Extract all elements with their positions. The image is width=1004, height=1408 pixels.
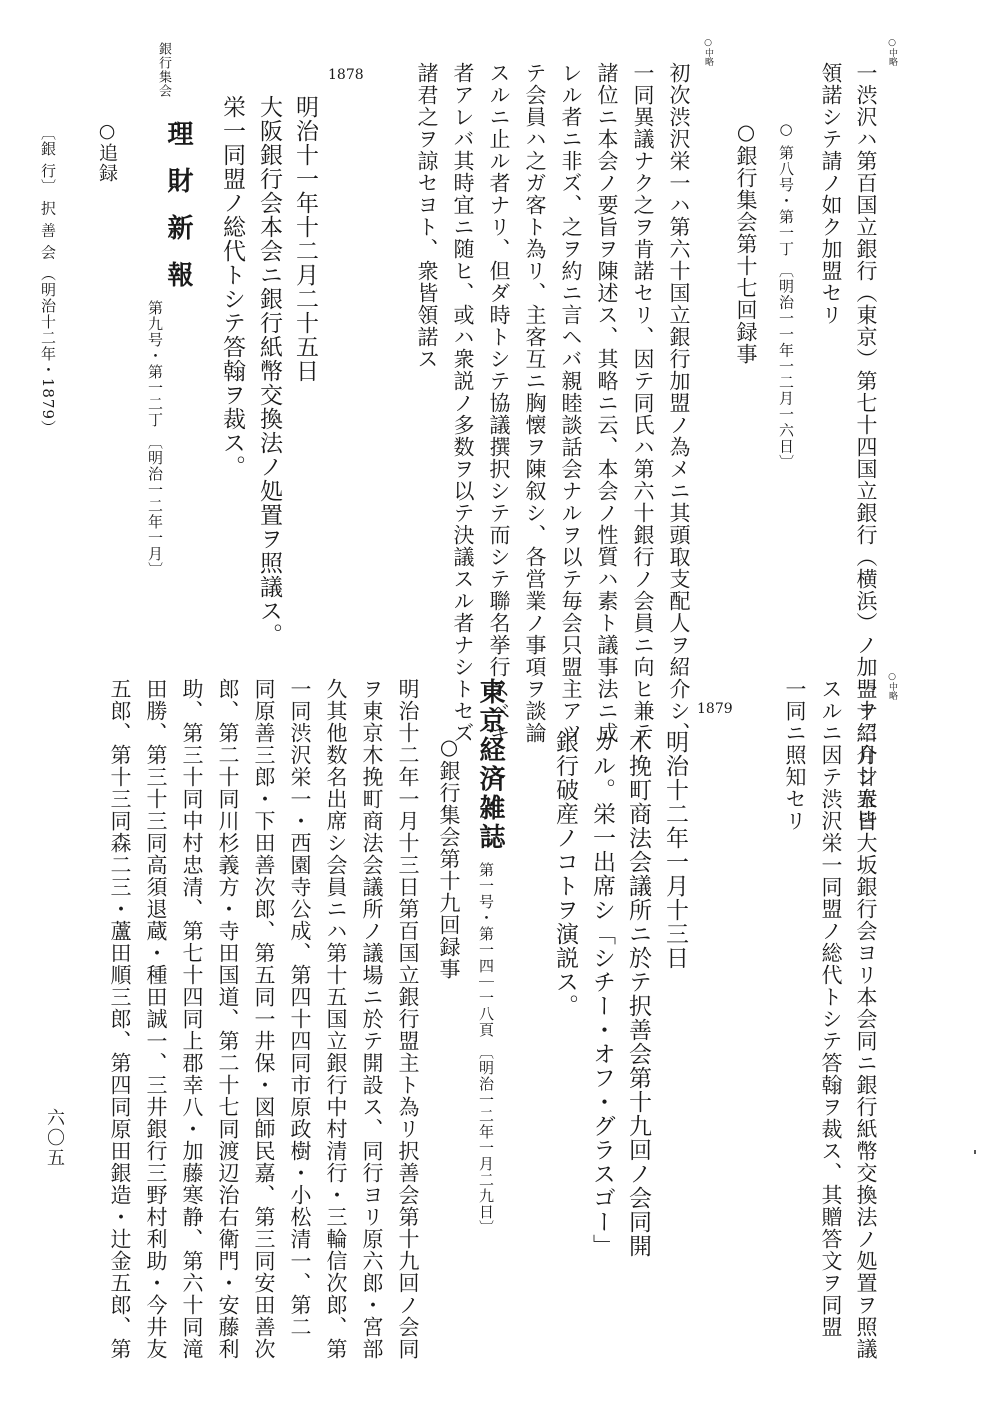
body-line: スルニ止ル者ナリ、但ダ時トシテ協議撰択シテ而シテ聯名挙行スベキ <box>487 62 511 744</box>
scan-speck <box>974 1150 976 1154</box>
body-line: 郎、第二十同川杉義方・寺田国道、第二十七同渡辺治右衛門・安藤利 <box>216 678 240 1360</box>
section-heading: ○銀行集会第十九回録事 <box>437 735 461 980</box>
body-line: 者アレバ其時宜ニ随ヒ、或ハ衆説ノ多数ヲ以テ決議スル者ナシトセズ <box>451 62 475 744</box>
section-heading: ○銀行集会第十七回録事 <box>734 120 758 365</box>
body-line: 諸位ニ本会ノ要旨ヲ陳述ス、其略ニ云、本会ノ性質ハ素ト議事法ニ成 <box>595 62 619 744</box>
body-line: 明治十二年一月十三日第百国立銀行盟主ト為リ択善会第十九回ノ会同 <box>396 678 420 1360</box>
body-line: ヲ東京木挽町商法会議所ノ議場ニ於テ開設ス、同行ヨリ原六郎・宮部 <box>360 678 384 1360</box>
body-line: テ会員ハ之ガ客ト為リ、主客互ニ胸懐ヲ陳叙シ、各営業ノ事項ヲ談論 <box>523 62 547 744</box>
source-reference: ○ 第八号・第一丁 〔明治一一年一二月一六日〕 <box>777 120 795 471</box>
body-line: 久其他数名出席シ会員ニハ第十五国立銀行中村清行・三輪信次郎、第 <box>324 678 348 1360</box>
year-marker: 1878 <box>328 67 364 83</box>
year-marker: 1879 <box>697 701 733 717</box>
entry-date: 明治十二年一月十三日 <box>662 730 688 970</box>
entry-text: カル。栄一出席シ「シチー・オフ・グラスゴー」 <box>589 730 615 1258</box>
text-line: 一同ニ照知セリ <box>783 678 807 832</box>
body-line: 助、第三十同中村忠清、第七十四同上郡幸八・加藤寒静、第六十同滝 <box>180 678 204 1360</box>
body-line: 五郎、第十三同森二三・蘆田順三郎、第四同原田銀造・辻金五郎、第 <box>108 678 132 1360</box>
entry-text: 大阪銀行会本会ニ銀行紙幣交換法ノ処置ヲ照議ス。 <box>256 95 282 647</box>
omission-note: ○中略 <box>703 38 713 66</box>
source-reference: 第九号・第一二丁 〔明治一二年一月〕 <box>146 300 164 578</box>
body-line: レル者ニ非ズ、之ヲ約ニ言ヘバ親睦談話会ナルヲ以テ毎会只盟主アツ <box>559 62 583 744</box>
body-line: 同原善三郎・下田善次郎、第五同一井保・図師民嘉、第三同安田善次 <box>252 678 276 1360</box>
omission-note: ○中略 <box>887 38 897 66</box>
source-title: 理 財 新 報 <box>163 120 193 294</box>
entry-date: 明治十一年十二月二十五日 <box>292 95 318 383</box>
omission-note: ○中略 <box>887 672 897 700</box>
source-label: 銀行集会 <box>156 42 171 98</box>
running-footer: 〔銀 行〕 択 善 会 （明治十二年・1879） <box>39 125 57 437</box>
source-reference: 第一号・第一四｜一八頁 〔明治一二年一月二九日〕 <box>477 862 495 1236</box>
body-line: 諸君之ヲ諒セヨト、衆皆領諾ス <box>415 62 439 370</box>
entry-text: 栄一同盟ノ総代トシテ答翰ヲ裁ス。 <box>219 95 245 479</box>
body-line: 一同渋沢栄一・西園寺公成、第四十四同市原政樹・小松清一、第二 <box>288 678 312 1338</box>
page-number: 六〇五 <box>44 1108 65 1168</box>
body-line: 初次渋沢栄一ハ第六十国立銀行加盟ノ為メニ其頭取支配人ヲ紹介シ、 <box>667 62 691 744</box>
entry-text: 銀行破産ノコトヲ演説ス。 <box>552 730 578 1018</box>
text-line: 領諾シテ請ノ如ク加盟セリ <box>819 62 843 326</box>
text-line: スルニ因テ渋沢栄一同盟ノ総代トシテ答翰ヲ裁ス、其贈答文ヲ同盟 <box>819 678 843 1338</box>
body-line: 田勝、第三十三同高須退蔵・種田誠一、三井銀行三野村利助・今井友 <box>144 678 168 1360</box>
addendum-heading: ○追録 <box>96 120 118 183</box>
body-line: 一同異議ナク之ヲ肯諾セリ、因テ同氏ハ第六十銀行ノ会員ニ向ヒ兼テ <box>631 62 655 744</box>
text-line: 一渋沢ハ第百国立銀行（東京）第七十四国立銀行（横浜）ノ加盟ヲ紹介シ衆皆 <box>854 62 878 832</box>
entry-text: 木挽町商法会議所ニ於テ択善会第十九回ノ会同開 <box>625 730 651 1258</box>
magazine-title: 東京経済雑誌 <box>475 678 505 852</box>
text-line: 一十二月廿五日大坂銀行会ヨリ本会同ニ銀行紙幣交換法ノ処置ヲ照議 <box>854 678 878 1360</box>
